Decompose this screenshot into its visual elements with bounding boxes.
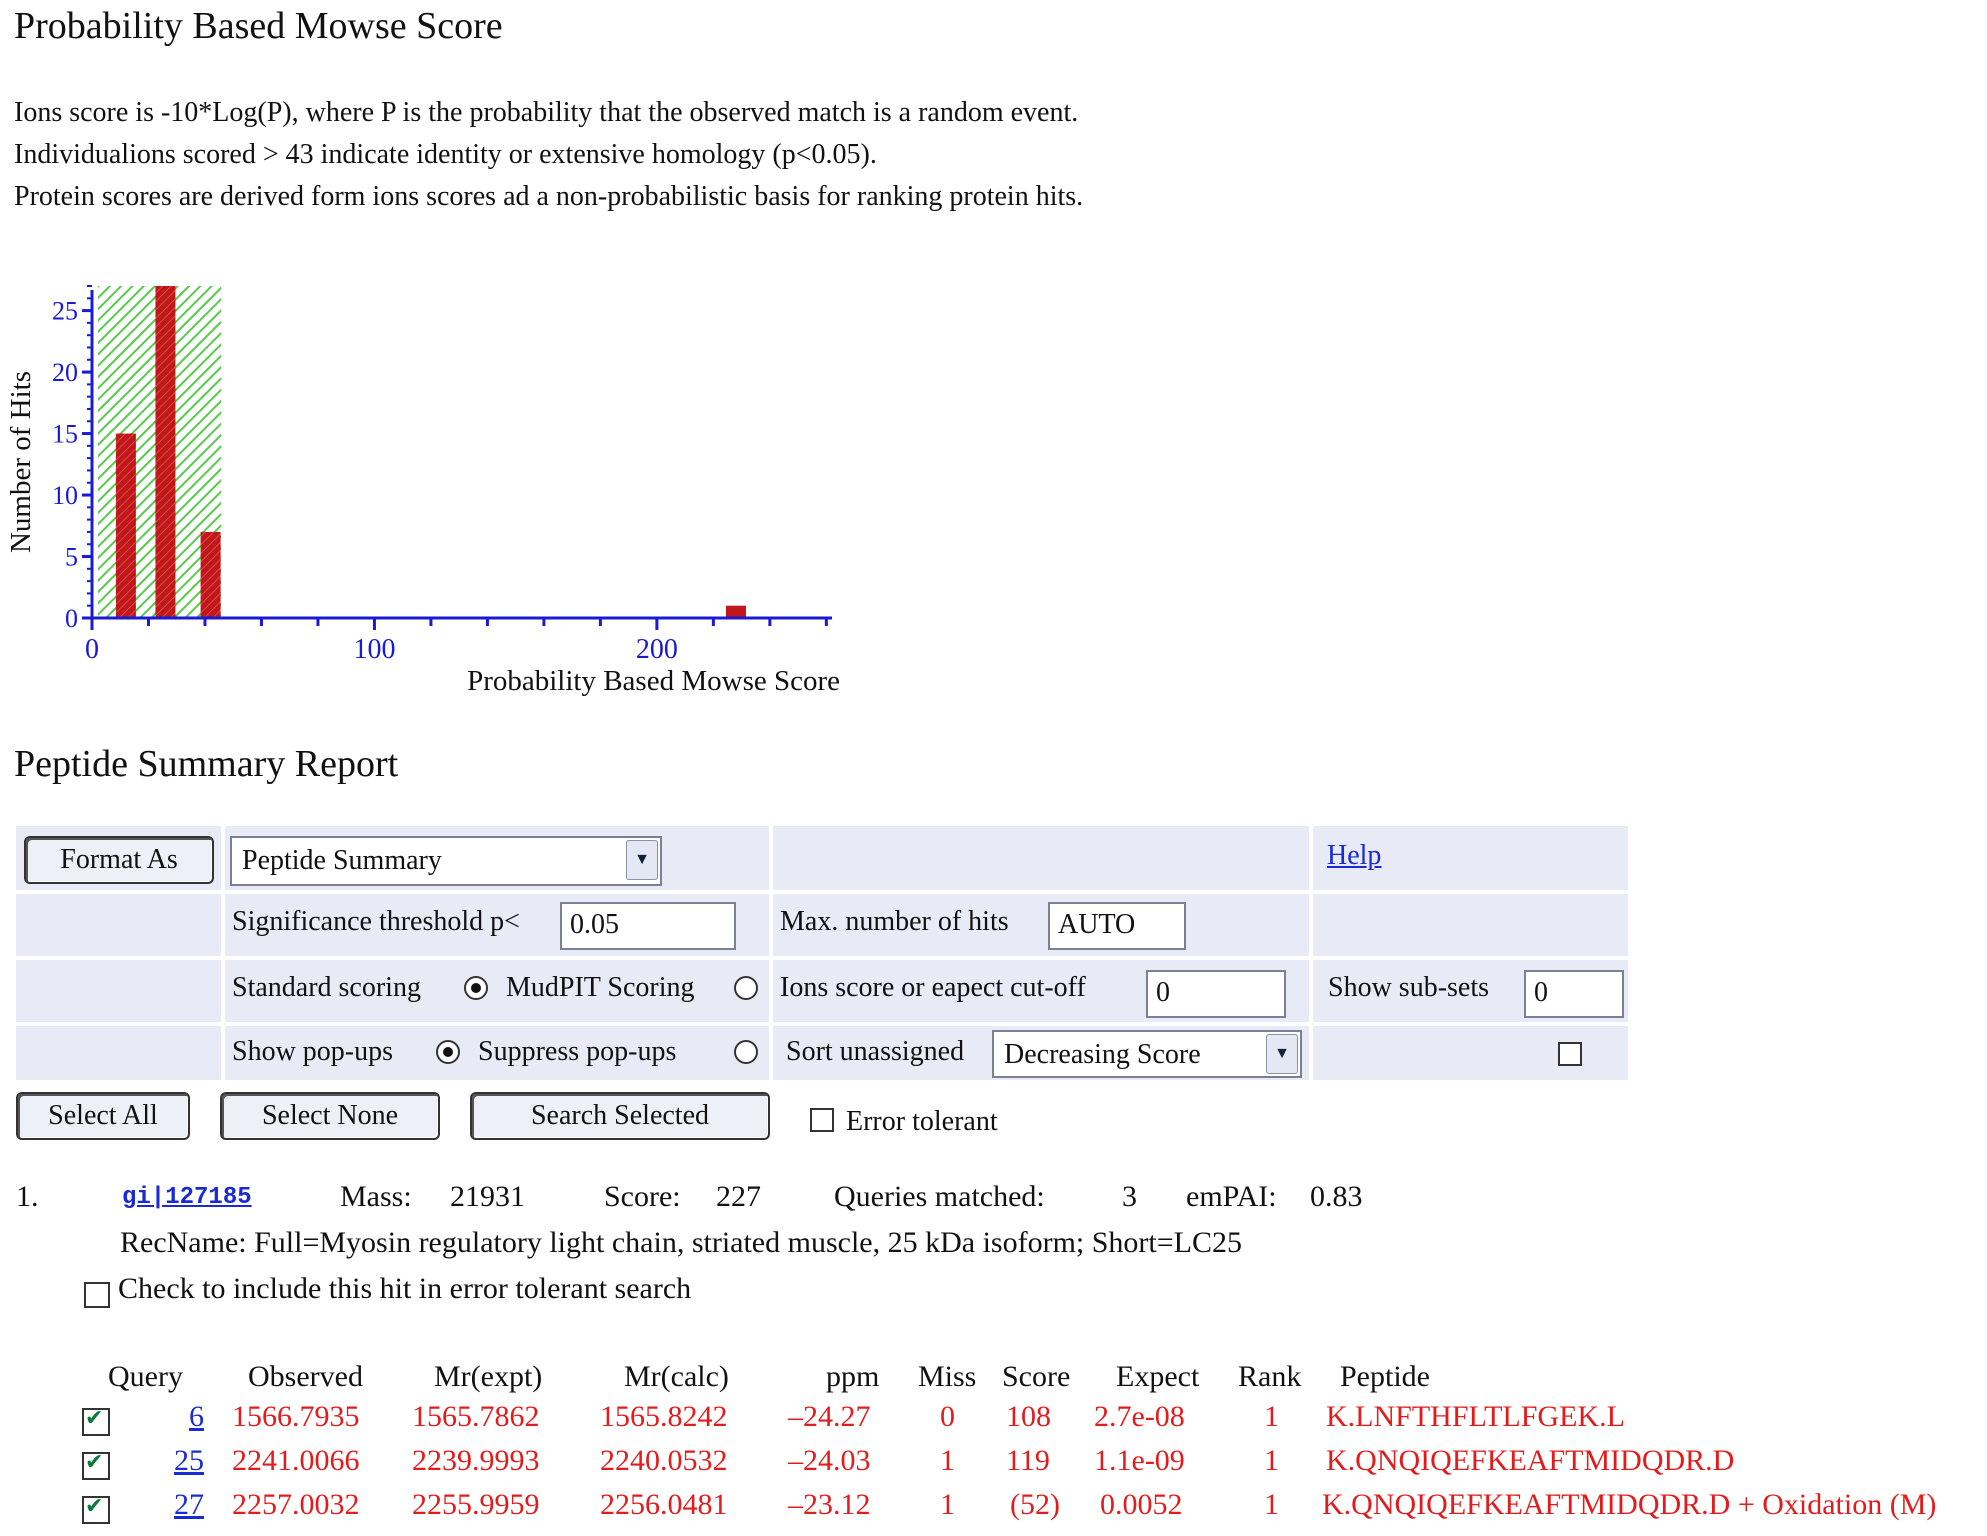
- empai-label: emPAI:: [1186, 1180, 1277, 1213]
- expect-cell: 1.1e-09: [1094, 1444, 1185, 1477]
- ppm-cell: –24.27: [788, 1400, 871, 1433]
- mass-value: 21931: [450, 1180, 525, 1213]
- ppm-cell: –23.12: [788, 1488, 871, 1521]
- col-header-rank: Rank: [1238, 1360, 1302, 1393]
- observed-cell: 2257.0032: [232, 1488, 360, 1521]
- queries-matched-label: Queries matched:: [834, 1180, 1045, 1213]
- peptide-cell: K.LNFTHFLTLFGEK.L: [1326, 1400, 1625, 1433]
- y-tick-label: 10: [52, 481, 78, 511]
- peptide-cell: K.QNQIQEFKEAFTMIDQDR.D: [1326, 1444, 1735, 1477]
- col-header-score: Score: [1002, 1360, 1071, 1393]
- col-header-expect: Expect: [1116, 1360, 1200, 1393]
- mr-expt-cell: 2255.9959: [412, 1488, 540, 1521]
- help-link[interactable]: Help: [1327, 840, 1382, 871]
- score-cell: 119: [1006, 1444, 1050, 1477]
- mr-expt-cell: 1565.7862: [412, 1400, 540, 1433]
- format-as-button[interactable]: Format As: [24, 836, 214, 884]
- mowse-description: [14, 92, 1083, 218]
- chevron-down-icon[interactable]: ▼: [1266, 1034, 1298, 1074]
- hit-description: RecName: Full=Myosin regulatory light chain, striated muscle, 25 kDa isoform; Short=LC25: [120, 1226, 1242, 1259]
- peptide-cell: K.QNQIQEFKEAFTMIDQDR.D + Oxidation (M): [1322, 1488, 1937, 1521]
- mr-calc-cell: 2256.0481: [600, 1488, 728, 1521]
- histogram-bar: [726, 606, 746, 618]
- select-all-button[interactable]: Select All: [16, 1092, 190, 1140]
- mudpit-scoring-radio[interactable]: [734, 976, 758, 1000]
- y-tick-label: 5: [65, 542, 78, 572]
- suppress-popups-label: Suppress pop-ups: [478, 1036, 677, 1067]
- sort-unassigned-select[interactable]: [992, 1030, 1302, 1078]
- significance-label: Significance threshold p<: [232, 906, 520, 937]
- x-tick-label: 0: [85, 634, 99, 665]
- show-subsets-label: Show sub-sets: [1328, 972, 1490, 1003]
- form-cell: [16, 960, 221, 1022]
- query-link[interactable]: 25: [174, 1444, 204, 1477]
- error-tolerant-label: Error tolerant: [846, 1106, 998, 1137]
- query-link[interactable]: 27: [174, 1488, 204, 1521]
- description-line: Ions score is -10*Log(P), where P is the probability that the observed match is a random event.: [14, 97, 1079, 128]
- form-cell: [16, 1026, 221, 1080]
- mudpit-scoring-label: MudPIT Scoring: [506, 972, 695, 1003]
- significance-input[interactable]: 0.05: [560, 902, 736, 950]
- col-header-query: Query: [108, 1360, 183, 1393]
- mass-label: Mass:: [340, 1180, 412, 1213]
- y-tick-label: 20: [52, 358, 78, 388]
- ions-cutoff-input[interactable]: 0: [1146, 970, 1286, 1018]
- miss-cell: 0: [940, 1400, 955, 1433]
- form-cell: [773, 826, 1309, 890]
- histogram-bar: [155, 286, 175, 618]
- chevron-down-icon[interactable]: ▼: [626, 840, 658, 880]
- score-label: Score:: [604, 1180, 681, 1213]
- miss-cell: 1: [940, 1444, 955, 1477]
- description-line: Protein scores are derived form ions scores ad a non-probabilistic basis for ranking protein hits.: [14, 181, 1084, 212]
- mr-calc-cell: 2240.0532: [600, 1444, 728, 1477]
- histogram-bar: [116, 434, 136, 618]
- observed-cell: 1566.7935: [232, 1400, 360, 1433]
- section-title-peptide-summary: Peptide Summary Report: [14, 743, 399, 785]
- col-header-observed: Observed: [248, 1360, 363, 1393]
- queries-matched-value: 3: [1122, 1180, 1137, 1213]
- x-axis-label: Probability Based Mowse Score: [467, 665, 840, 697]
- miss-cell: 1: [940, 1488, 955, 1521]
- max-hits-label: Max. number of hits: [780, 906, 1009, 937]
- x-tick-label: 200: [635, 634, 678, 665]
- expect-cell: 2.7e-08: [1094, 1400, 1185, 1433]
- ppm-cell: –24.03: [788, 1444, 871, 1477]
- row-checkbox[interactable]: [82, 1408, 110, 1436]
- observed-cell: 2241.0066: [232, 1444, 360, 1477]
- show-subsets-input[interactable]: 0: [1524, 970, 1624, 1018]
- x-tick-label: 100: [353, 634, 396, 665]
- row-checkbox[interactable]: [82, 1496, 110, 1524]
- y-tick-label: 25: [52, 296, 78, 326]
- format-select[interactable]: [230, 836, 662, 886]
- standard-scoring-label: Standard scoring: [232, 972, 421, 1003]
- max-hits-input[interactable]: AUTO: [1048, 902, 1186, 950]
- query-link[interactable]: 6: [189, 1400, 204, 1433]
- hit-number: 1.: [16, 1180, 39, 1213]
- histogram-bar: [201, 532, 221, 618]
- select-none-button[interactable]: Select None: [220, 1092, 440, 1140]
- rank-cell: 1: [1264, 1444, 1279, 1477]
- score-cell: 108: [1006, 1400, 1051, 1433]
- col-header-ppm: ppm: [826, 1360, 880, 1393]
- col-header-miss: Miss: [918, 1360, 977, 1393]
- standard-scoring-radio[interactable]: [464, 976, 488, 1000]
- error-tolerant-checkbox[interactable]: [810, 1108, 834, 1132]
- format-select-value: Peptide Summary: [242, 845, 442, 876]
- subsets-checkbox[interactable]: [1558, 1042, 1582, 1066]
- empai-value: 0.83: [1310, 1180, 1363, 1213]
- row-checkbox[interactable]: [82, 1452, 110, 1480]
- show-popups-label: Show pop-ups: [232, 1036, 394, 1067]
- sort-unassigned-label: Sort unassigned: [786, 1036, 965, 1067]
- y-axis-label: Number of Hits: [5, 370, 37, 554]
- mowse-score-histogram: [0, 270, 860, 710]
- form-cell: [1313, 894, 1628, 956]
- search-selected-button[interactable]: Search Selected: [470, 1092, 770, 1140]
- y-tick-label: 0: [65, 604, 78, 633]
- col-header-mr-expt: Mr(expt): [434, 1360, 543, 1393]
- suppress-popups-radio[interactable]: [734, 1040, 758, 1064]
- section-title-mowse: Probability Based Mowse Score: [14, 5, 503, 47]
- mr-expt-cell: 2239.9993: [412, 1444, 540, 1477]
- sort-select-value: Decreasing Score: [1004, 1039, 1201, 1070]
- rank-cell: 1: [1264, 1400, 1279, 1433]
- score-cell: (52): [1010, 1488, 1060, 1521]
- form-cell: [16, 894, 221, 956]
- error-tolerant-hit-label: Check to include this hit in error tolerant search: [118, 1272, 692, 1305]
- ions-cutoff-label: Ions score or eapect cut-off: [780, 972, 1086, 1003]
- expect-cell: 0.0052: [1100, 1488, 1183, 1521]
- col-header-peptide: Peptide: [1340, 1360, 1430, 1393]
- hit-accession-link[interactable]: gi|127185: [122, 1184, 252, 1211]
- rank-cell: 1: [1264, 1488, 1279, 1521]
- col-header-mr-calc: Mr(calc): [624, 1360, 729, 1393]
- mr-calc-cell: 1565.8242: [600, 1400, 728, 1433]
- show-popups-radio[interactable]: [436, 1040, 460, 1064]
- y-tick-label: 15: [52, 419, 78, 449]
- error-tolerant-hit-checkbox[interactable]: [84, 1282, 110, 1308]
- score-value: 227: [716, 1180, 761, 1213]
- description-line: Individualions scored > 43 indicate identity or extensive homology (p<0.05).: [14, 139, 877, 170]
